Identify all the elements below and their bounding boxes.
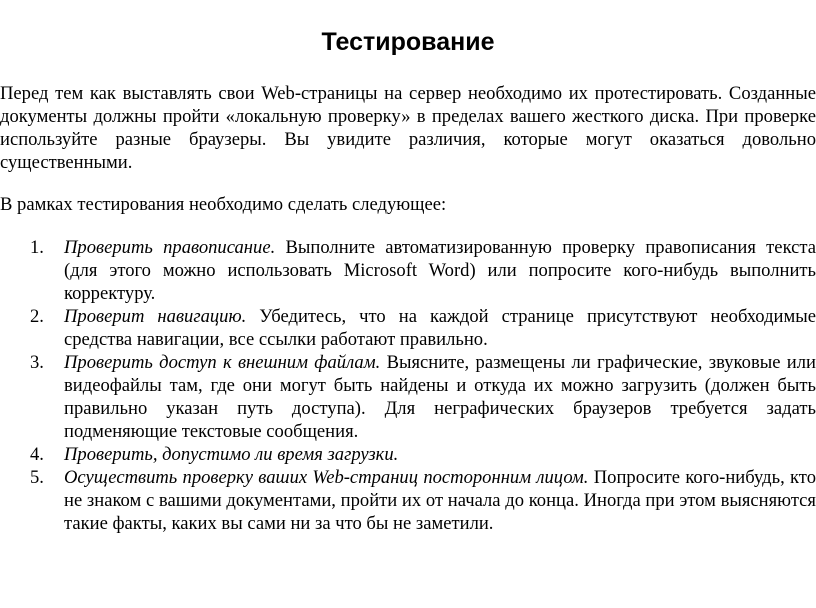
intro-paragraph: Перед тем как выставлять свои Web-страницы на сервер необходимо их протестировать. Созданные документы должны пройти «локальную проверку» в пределах вашего жесткого диска. При проверке используйте разные браузеры. Вы увидите различия, которые могут оказаться довольно существенными.: [0, 83, 816, 173]
list-item-title: Проверить, допустимо ли время загрузки.: [64, 444, 399, 465]
steps-list: [0, 236, 816, 535]
list-item-text: Убедитесь, что на каждой странице присутствуют необходимые средства навигации, все ссылки работают правильно.: [64, 306, 816, 350]
list-item-title: Осуществить проверку ваших Web-страниц посторонним лицом.: [64, 467, 589, 488]
list-item-number: 1.: [30, 237, 44, 258]
list-item: [0, 443, 816, 466]
list-item-number: 2.: [30, 306, 44, 327]
list-item-number: 5.: [30, 467, 44, 488]
list-item: [0, 466, 816, 535]
list-item-number: 4.: [30, 444, 44, 465]
list-item-title: Проверить правописание.: [64, 237, 276, 258]
list-item-text: Попросите кого-нибудь, кто не знаком с вашими документами, пройти их от начала до конца. Иногда при этом выясняются такие факты, каких вы сами ни за что бы не заметили.: [64, 467, 816, 534]
lead-paragraph: В рамках тестирования необходимо сделать следующее:: [0, 194, 447, 215]
list-item-title: Проверить доступ к внешним файлам.: [64, 352, 381, 373]
list-item-number: 3.: [30, 352, 44, 373]
list-item-text: Выясните, размещены ли графические, звуковые или видеофайлы там, где они могут быть найдены и откуда их можно загрузить (должен быть правильно указан путь доступа). Для неграфических браузеров требуется задать подменяющие текстовые сообщения.: [64, 352, 816, 442]
list-item-title: Проверит навигацию.: [64, 306, 247, 327]
list-item: [0, 236, 816, 305]
list-item: [0, 351, 816, 443]
list-item-text: Выполните автоматизированную проверку правописания текста (для этого можно использовать Microsoft Word) или попросите кого-нибудь выполнить корректуру.: [64, 237, 816, 304]
page-title: Тестирование: [321, 28, 495, 56]
list-item: [0, 305, 816, 351]
